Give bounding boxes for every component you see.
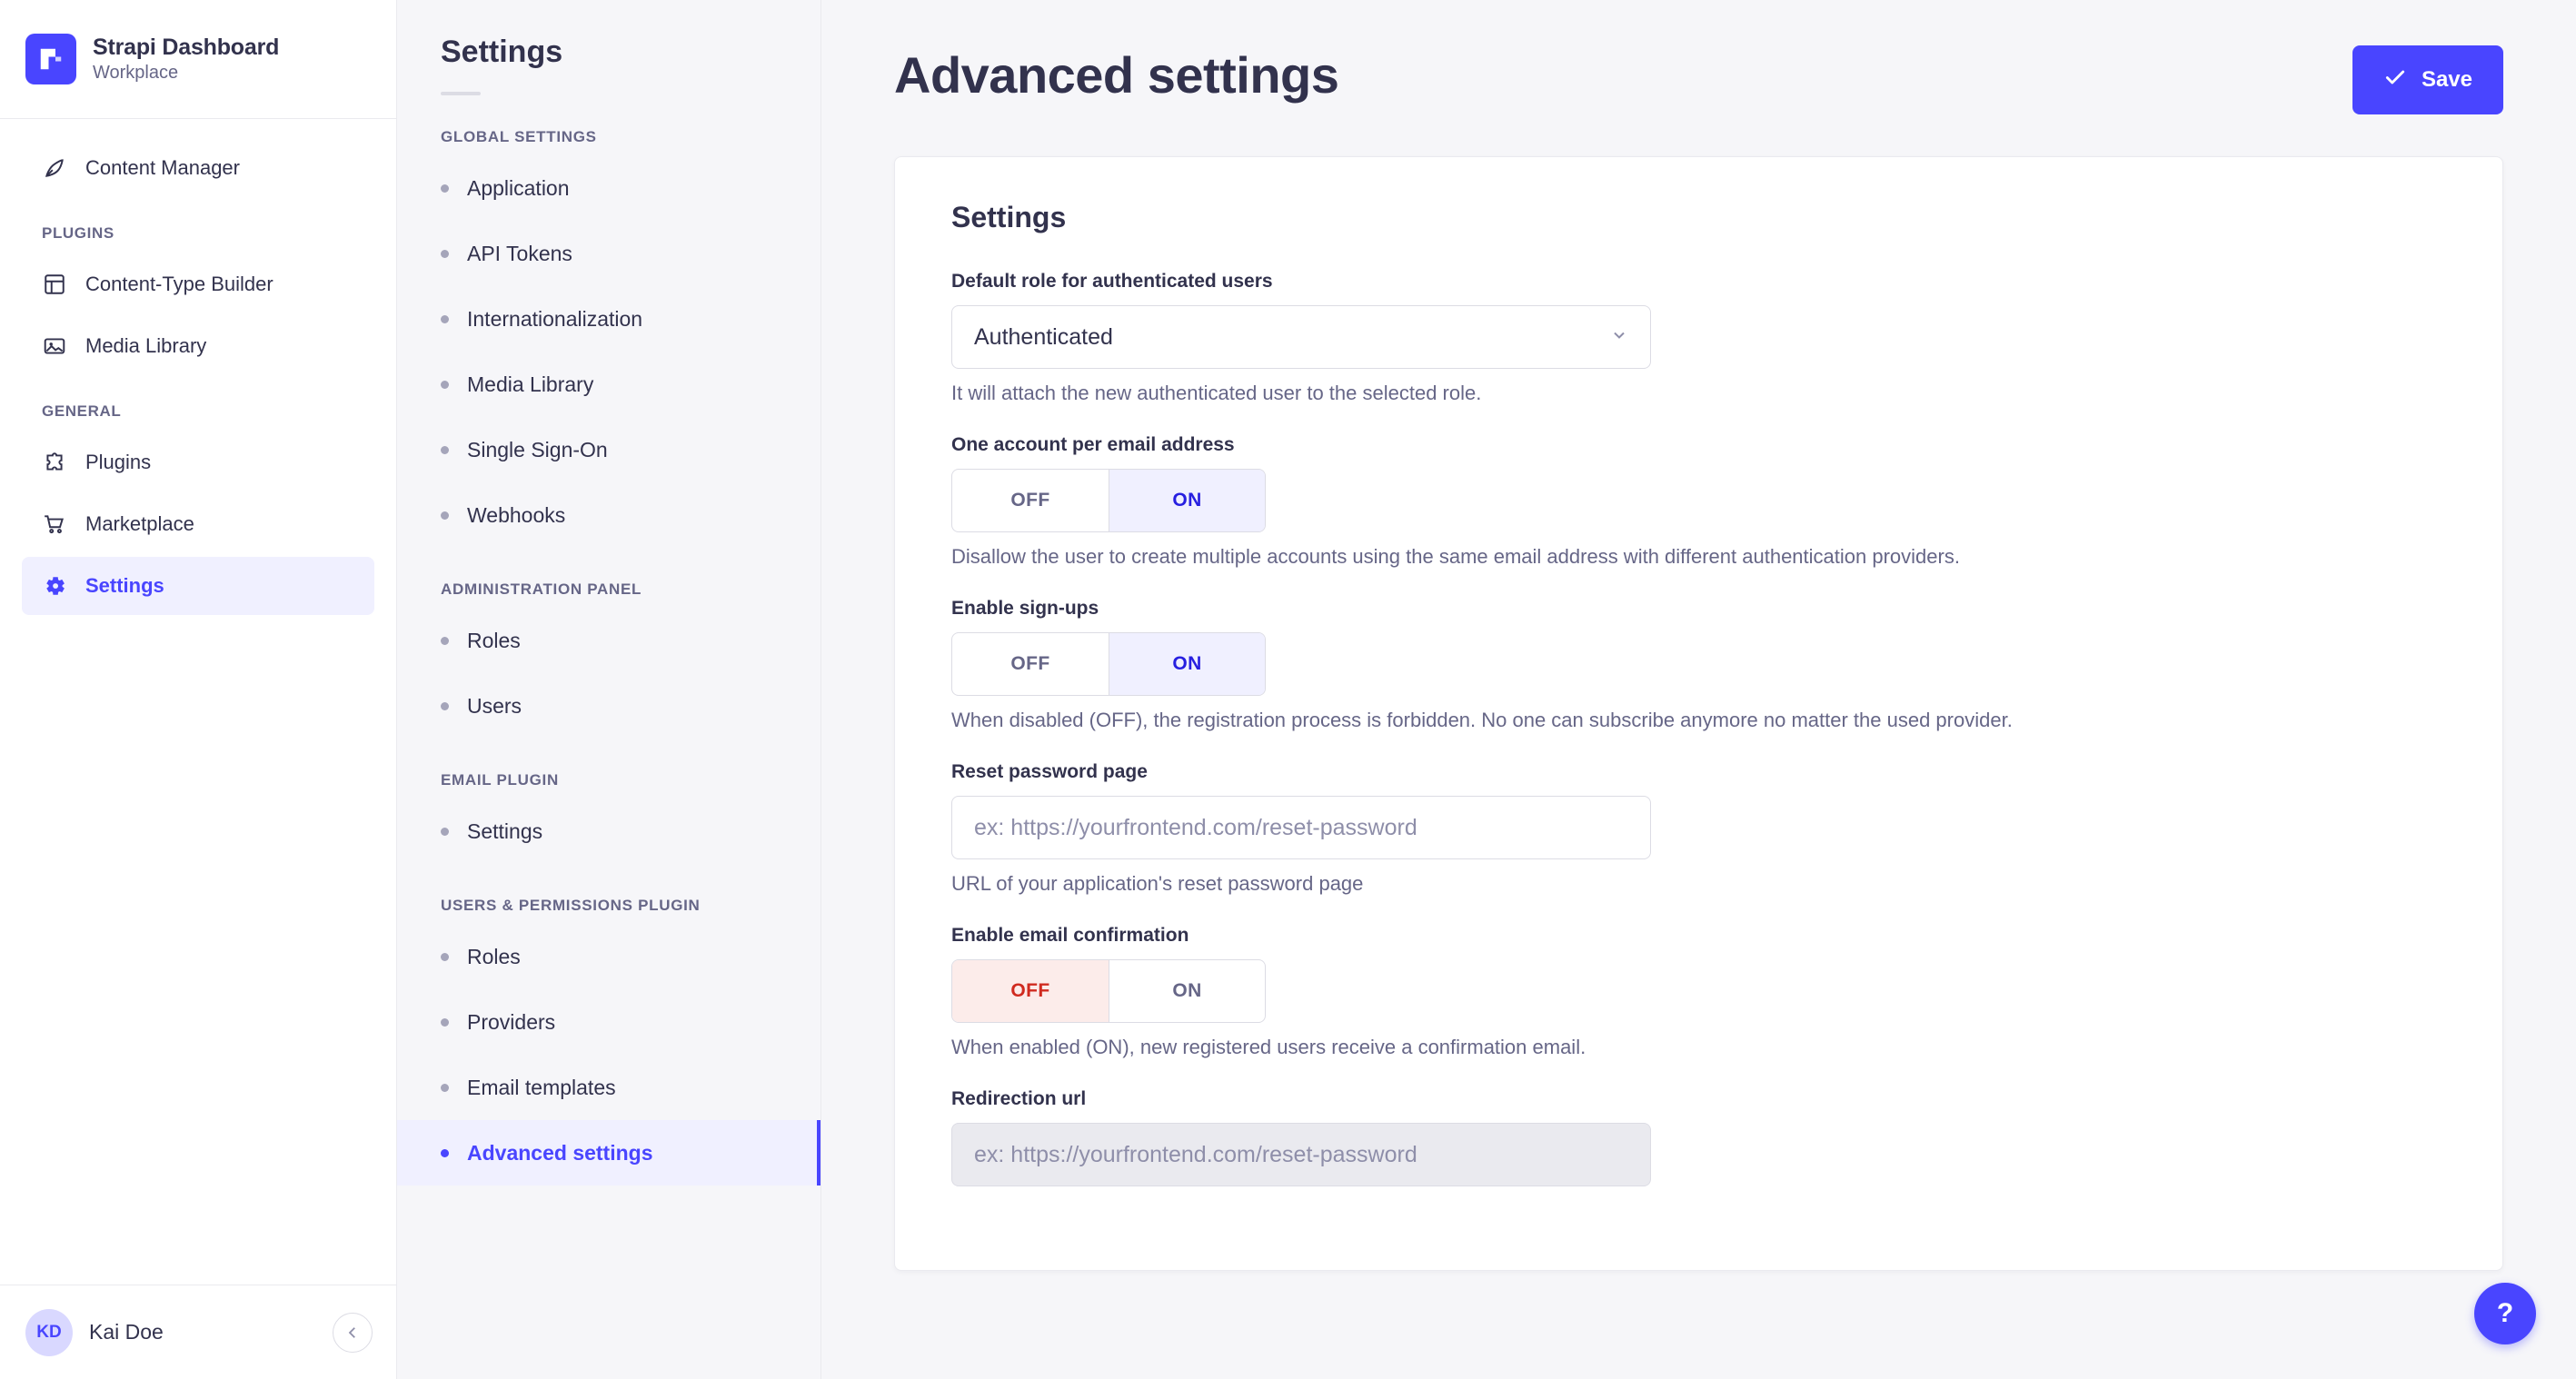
subnav-item-label: Media Library bbox=[467, 372, 594, 396]
field-label: Reset password page bbox=[951, 761, 1148, 782]
enable-signups-toggle[interactable] bbox=[951, 632, 1266, 696]
sidebar-item-label: Content Manager bbox=[85, 156, 240, 179]
default-role-select[interactable] bbox=[951, 305, 1651, 369]
field-label: Enable sign-ups bbox=[951, 598, 1099, 619]
bullet-icon bbox=[441, 250, 449, 258]
main-sidebar bbox=[0, 0, 397, 1379]
field-enable-email-confirmation bbox=[951, 925, 2446, 1059]
pen-icon bbox=[42, 155, 67, 181]
subnav-item-label: Single Sign-On bbox=[467, 437, 608, 461]
sidebar-item-media-library[interactable] bbox=[22, 317, 374, 375]
field-default-role bbox=[951, 271, 2446, 405]
toggle-on-option[interactable]: ON bbox=[1109, 633, 1265, 695]
subnav-item-label: Webhooks bbox=[467, 502, 566, 527]
sidebar-item-label: Media Library bbox=[85, 334, 207, 357]
chevron-down-icon bbox=[1610, 326, 1628, 349]
field-hint: When enabled (ON), new registered users receive a confirmation email. bbox=[951, 1036, 1586, 1058]
nav-plugins-section bbox=[0, 201, 396, 379]
sidebar-item-label: Content-Type Builder bbox=[85, 273, 274, 295]
check-icon bbox=[2383, 65, 2407, 95]
bullet-icon bbox=[441, 381, 449, 389]
subnav-item-api-tokens[interactable] bbox=[397, 221, 821, 286]
sidebar-item-label: Plugins bbox=[85, 451, 152, 473]
subnav-group-title-administration-panel: ADMINISTRATION PANEL bbox=[441, 580, 642, 598]
help-button[interactable] bbox=[2474, 1283, 2536, 1344]
subnav-item-providers[interactable] bbox=[397, 989, 821, 1055]
toggle-on-option[interactable]: ON bbox=[1109, 470, 1265, 531]
user-name: Kai Doe bbox=[89, 1320, 164, 1344]
avatar: KD bbox=[25, 1309, 73, 1356]
field-label: Redirection url bbox=[951, 1088, 1087, 1109]
bullet-icon bbox=[441, 1084, 449, 1092]
nav-primary-section bbox=[0, 119, 396, 201]
subnav-item-label: API Tokens bbox=[467, 241, 572, 265]
field-redirection-url bbox=[951, 1088, 2446, 1186]
subnav-item-label: Email templates bbox=[467, 1075, 616, 1099]
bullet-icon bbox=[441, 511, 449, 520]
subnav-item-advanced-settings[interactable] bbox=[397, 1120, 821, 1186]
main-content bbox=[821, 0, 2576, 1379]
redirection-url-input[interactable] bbox=[951, 1123, 1651, 1186]
field-label: One account per email address bbox=[951, 434, 1235, 455]
save-button-label: Save bbox=[2421, 67, 2472, 92]
subnav-item-admin-users[interactable] bbox=[397, 673, 821, 739]
bullet-icon bbox=[441, 953, 449, 961]
enable-email-confirmation-toggle[interactable] bbox=[951, 959, 1266, 1023]
subnav-item-label: Internationalization bbox=[467, 306, 643, 331]
sidebar-item-settings[interactable] bbox=[22, 557, 374, 615]
subnav-item-users-permissions-roles[interactable] bbox=[397, 924, 821, 989]
settings-subnav bbox=[397, 0, 821, 1379]
subnav-header bbox=[397, 0, 821, 95]
sidebar-item-content-type-builder[interactable] bbox=[22, 255, 374, 313]
brand-subtitle: Workplace bbox=[93, 63, 179, 83]
toggle-off-option[interactable]: OFF bbox=[1010, 653, 1050, 674]
subnav-group-title-global-settings: GLOBAL SETTINGS bbox=[441, 128, 597, 145]
field-hint: Disallow the user to create multiple accounts using the same email address with different authentication providers. bbox=[951, 545, 1960, 568]
bullet-icon bbox=[441, 1018, 449, 1027]
strapi-logo-icon bbox=[25, 34, 76, 84]
bullet-icon bbox=[441, 184, 449, 193]
sidebar-item-label: Marketplace bbox=[85, 512, 194, 535]
subnav-item-webhooks[interactable] bbox=[397, 482, 821, 548]
nav-general-section bbox=[0, 379, 396, 619]
field-enable-signups bbox=[951, 598, 2446, 732]
subnav-item-label: Roles bbox=[467, 628, 521, 652]
bullet-icon bbox=[441, 702, 449, 710]
cart-icon bbox=[42, 511, 67, 537]
bullet-icon bbox=[441, 315, 449, 323]
subnav-item-email-templates[interactable] bbox=[397, 1055, 821, 1120]
subnav-group-title-users-permissions-plugin: USERS & PERMISSIONS PLUGIN bbox=[441, 897, 701, 914]
subnav-group-title-email-plugin: EMAIL PLUGIN bbox=[441, 771, 559, 789]
page-header bbox=[821, 0, 2576, 156]
sidebar-item-label: Settings bbox=[85, 574, 164, 597]
toggle-off-option[interactable]: OFF bbox=[952, 960, 1109, 1022]
subnav-item-application[interactable] bbox=[397, 155, 821, 221]
subnav-item-label: Settings bbox=[467, 818, 543, 843]
sidebar-item-marketplace[interactable] bbox=[22, 495, 374, 553]
subnav-item-label: Roles bbox=[467, 944, 521, 968]
subnav-item-admin-roles[interactable] bbox=[397, 608, 821, 673]
save-button[interactable] bbox=[2352, 45, 2503, 114]
nav-group-title-general: GENERAL bbox=[42, 402, 122, 420]
brand-header bbox=[0, 0, 396, 119]
card-title: Settings bbox=[951, 201, 1067, 233]
bullet-icon bbox=[441, 828, 449, 836]
bullet-icon bbox=[441, 446, 449, 454]
nav-group-title-plugins: PLUGINS bbox=[42, 224, 114, 242]
bullet-icon bbox=[441, 637, 449, 645]
subnav-item-single-sign-on[interactable] bbox=[397, 417, 821, 482]
question-mark-icon: ? bbox=[2496, 1298, 2514, 1328]
subnav-item-internationalization[interactable] bbox=[397, 286, 821, 352]
page-title: Advanced settings bbox=[894, 46, 1339, 104]
puzzle-icon bbox=[42, 450, 67, 475]
field-label: Enable email confirmation bbox=[951, 925, 1189, 946]
chevron-left-icon[interactable] bbox=[333, 1313, 373, 1353]
bullet-icon bbox=[441, 1149, 449, 1157]
subnav-item-label: Advanced settings bbox=[467, 1140, 653, 1165]
subnav-item-label: Application bbox=[467, 175, 570, 200]
sidebar-item-plugins[interactable] bbox=[22, 433, 374, 491]
image-icon bbox=[42, 333, 67, 359]
layout-icon bbox=[42, 272, 67, 297]
sidebar-spacer bbox=[0, 619, 396, 1285]
toggle-on-option[interactable]: ON bbox=[1109, 960, 1265, 1022]
field-label: Default role for authenticated users bbox=[951, 271, 1273, 292]
field-hint: When disabled (OFF), the registration process is forbidden. No one can subscribe anymore no matter the used provider. bbox=[951, 709, 2013, 731]
reset-password-page-input[interactable] bbox=[951, 796, 1651, 859]
default-role-value: Authenticated bbox=[974, 323, 1113, 350]
subnav-title: Settings bbox=[441, 35, 563, 69]
brand-title: Strapi Dashboard bbox=[93, 35, 280, 60]
field-reset-password-page bbox=[951, 761, 2446, 896]
sidebar-user-row[interactable] bbox=[0, 1285, 396, 1379]
sidebar-item-content-manager[interactable] bbox=[22, 139, 374, 197]
subnav-item-label: Providers bbox=[467, 1009, 556, 1034]
field-one-account-per-email bbox=[951, 434, 2446, 569]
one-account-per-email-toggle[interactable] bbox=[951, 469, 1266, 532]
subnav-item-email-settings[interactable] bbox=[397, 799, 821, 864]
field-hint: URL of your application's reset password page bbox=[951, 872, 1364, 895]
toggle-off-option[interactable]: OFF bbox=[1010, 490, 1050, 511]
subnav-item-media-library[interactable] bbox=[397, 352, 821, 417]
field-hint: It will attach the new authenticated user to the selected role. bbox=[951, 382, 1482, 404]
gear-icon bbox=[42, 573, 67, 599]
subnav-item-label: Users bbox=[467, 693, 522, 718]
settings-card bbox=[894, 156, 2503, 1271]
